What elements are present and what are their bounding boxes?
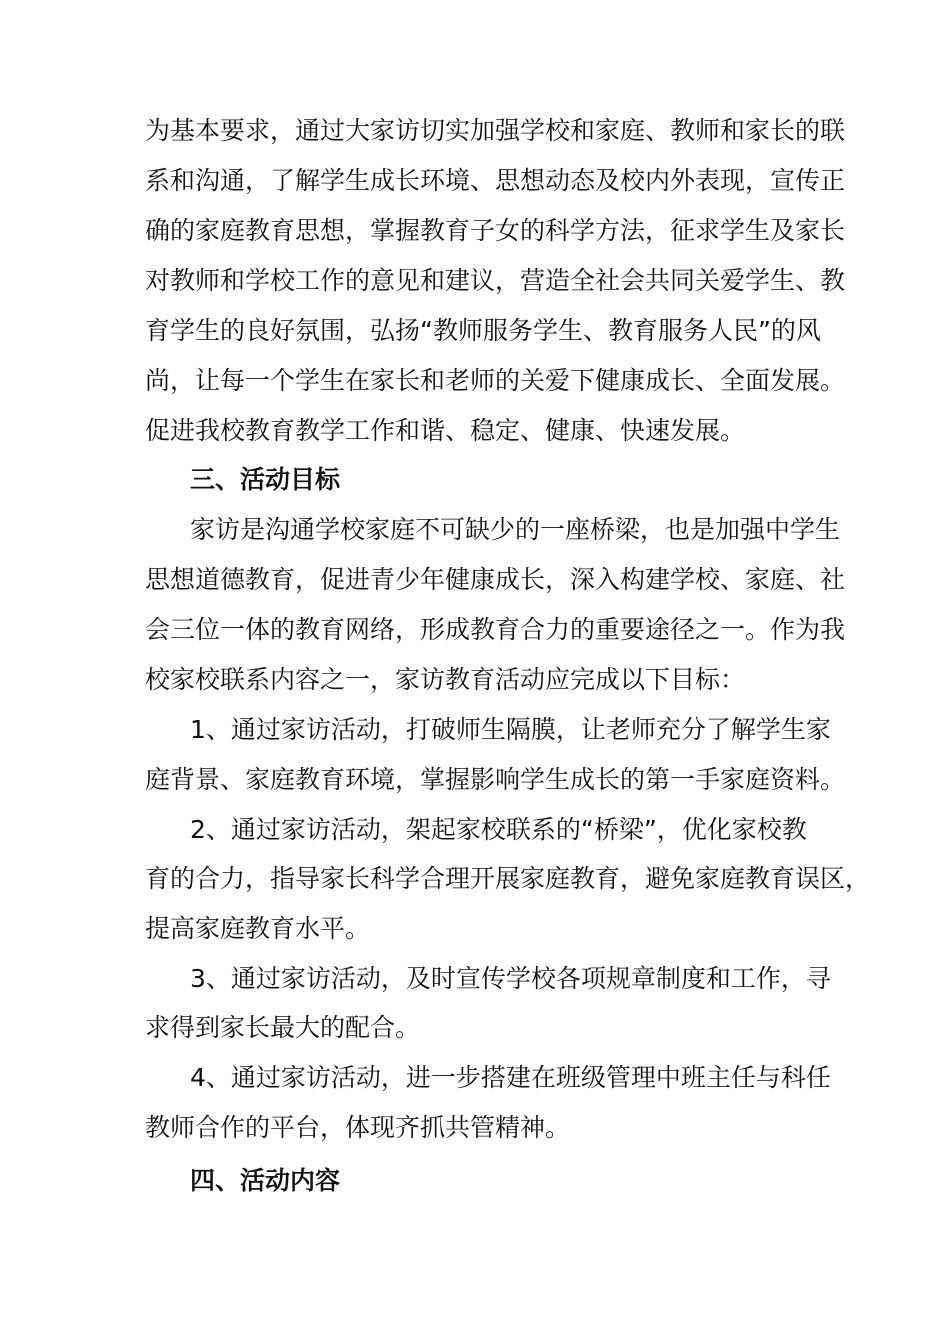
body-text-line: 为基本要求，通过大家访切实加强学校和家庭、教师和家长的联 [145,116,846,145]
list-item-text: 1、通过家访活动，打破师生隔膜，让老师充分了解学生家 [190,715,831,744]
list-item-text: 4、通过家访活动，进一步搭建在班级管理中班主任与科任 [190,1063,831,1092]
body-text-line: 会三位一体的教育网络，形成教育合力的重要途径之一。作为我 [145,615,846,644]
list-item-text: 提高家庭教育水平。 [145,914,371,943]
section-heading: 四、活动内容 [190,1166,341,1195]
list-item-text: 育的合力，指导家长科学合理开展家庭教育，避免家庭教育误区， [145,864,871,893]
list-item-text: 求得到家长最大的配合。 [145,1013,421,1042]
body-text-line: 育学生的良好氛围，弘扬“教师服务学生、教育服务人民”的风 [145,316,821,345]
body-text-line: 尚，让每一个学生在家长和老师的关爱下健康成长、全面发展。 [145,366,846,395]
list-item-text: 教师合作的平台，体现齐抓共管精神。 [145,1113,571,1142]
body-text-line: 确的家庭教育思想，掌握教育子女的科学方法，征求学生及家长 [145,216,846,245]
list-item-text: 庭背景、家庭教育环境，掌握影响学生成长的第一手家庭资料。 [145,765,846,794]
body-text-line: 家访是沟通学校家庭不可缺少的一座桥梁，也是加强中学生 [190,515,841,544]
body-text-line: 对教师和学校工作的意见和建议，营造全社会共同关爱学生、教 [145,266,846,295]
body-text-line: 系和沟通，了解学生成长环境、思想动态及校内外表现，宣传正 [145,166,846,195]
list-item-text: 3、通过家访活动，及时宣传学校各项规章制度和工作，寻 [190,964,831,993]
section-heading: 三、活动目标 [190,465,341,494]
body-text-line: 思想道德教育，促进青少年健康成长，深入构建学校、家庭、社 [145,565,846,594]
list-item-text: 2、通过家访活动，架起家校联系的“桥梁”，优化家校教 [190,815,807,844]
body-text-line: 促进我校教育教学工作和谐、稳定、健康、快速发展。 [145,416,746,445]
body-text-line: 校家校联系内容之一，家访教育活动应完成以下目标： [145,665,746,694]
